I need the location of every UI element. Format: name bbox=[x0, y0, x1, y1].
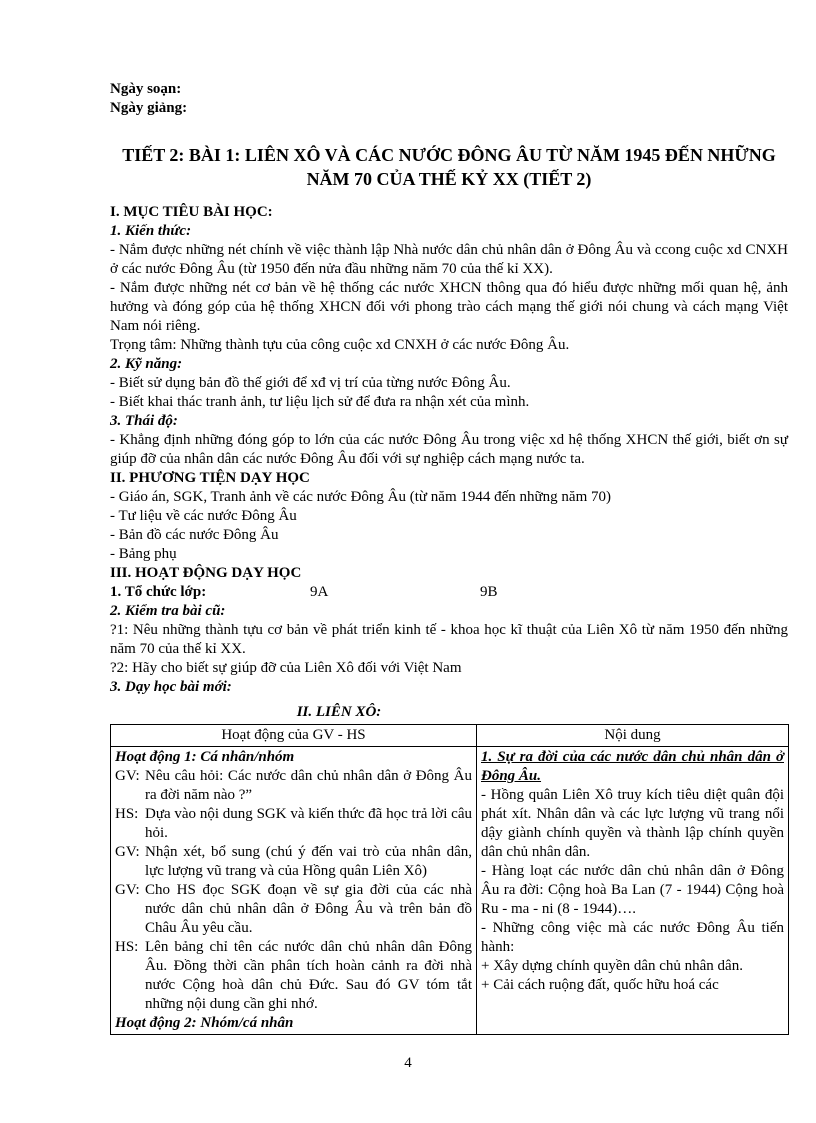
title-line-2: NĂM 70 CỦA THẾ KỶ XX (TIẾT 2) bbox=[306, 169, 592, 189]
document-page bbox=[110, 80, 788, 1035]
phuong-tien-item: - Giáo án, SGK, Tranh ảnh về các nước Đông Âu (từ năm 1944 đến những năm 70) bbox=[110, 489, 611, 505]
page-title bbox=[110, 143, 788, 191]
phuong-tien-item: - Tư liệu về các nước Đông Âu bbox=[110, 508, 297, 524]
content-heading: 1. Sự ra đời của các nước dân chủ nhân dân ở Đông Âu. bbox=[481, 749, 784, 784]
kien-thuc-item-2: - Nắm được những nét cơ bản về hệ thống các nước XHCN thông qua đó hiểu được những mối quan hệ, ảnh hưởng và đóng góp của hệ thống XHCN đối với phong trào cách mạng thế giới nói chung và cách mạng Việt Nam nói riêng. bbox=[110, 280, 788, 334]
speaker-label: HS: bbox=[115, 939, 139, 955]
content-item: + Xây dựng chính quyền dân chủ nhân dân. bbox=[481, 958, 743, 974]
activity-entry bbox=[115, 805, 472, 843]
content-cell bbox=[477, 747, 789, 1035]
kiem-tra-heading: 2. Kiểm tra bài cũ: bbox=[110, 603, 226, 619]
activities-cell bbox=[111, 747, 477, 1035]
col-header-content: Nội dung bbox=[477, 725, 789, 747]
activity-entry bbox=[115, 767, 472, 805]
day-hoc-heading: 3. Dạy học bài mới: bbox=[110, 679, 232, 695]
entry-text: Lên bảng chỉ tên các nước dân chủ nhân dân Đông Âu. Đồng thời cần phân tích hoàn cảnh ra đời nhà nước Cộng hoà dân chủ Đức. Sau đó GV tóm tắt những nội dung cần ghi nhớ. bbox=[145, 939, 472, 1012]
section3-heading: III. HOẠT ĐỘNG DẠY HỌC bbox=[110, 565, 302, 581]
title-line-1: TIẾT 2: BÀI 1: LIÊN XÔ VÀ CÁC NƯỚC ĐÔNG ÂU TỪ NĂM 1945 ĐẾN NHỮNG bbox=[122, 145, 776, 165]
section2-heading: II. PHƯƠNG TIỆN DẠY HỌC bbox=[110, 470, 310, 486]
ngay-soan: Ngày soạn: bbox=[110, 81, 182, 97]
to-chuc-lop-row bbox=[110, 583, 788, 602]
ky-nang-item-1: - Biết sử dụng bản đồ thế giới để xđ vị trí của từng nước Đông Âu. bbox=[110, 375, 511, 391]
activity-1-heading: Hoạt động 1: Cá nhân/nhóm bbox=[115, 749, 295, 765]
section1-heading: I. MỤC TIÊU BÀI HỌC: bbox=[110, 204, 273, 220]
table-header-row bbox=[111, 725, 789, 747]
class-9b: 9B bbox=[480, 584, 498, 600]
col-header-activities: Hoạt động của GV - HS bbox=[111, 725, 477, 747]
question-1: ?1: Nêu những thành tựu cơ bản về phát triển kinh tế - khoa học kĩ thuật của Liên Xô từ năm 1950 đến những năm 70 của thế kỉ XX. bbox=[110, 622, 788, 657]
thai-do-item-1: - Khẳng định những đóng góp to lớn của các nước Đông Âu trong việc xd hệ thống XHCN thế giới, biết ơn sự giúp đỡ của nhân dân các nước Đông Âu đối với sự nghiệp cách mạng nước ta. bbox=[110, 432, 788, 467]
ky-nang-heading: 2. Kỹ năng: bbox=[110, 356, 183, 372]
entry-text: Nhận xét, bổ sung (chú ý đến vai trò của nhân dân, lực lượng vũ trang và của Hồng quân Liên Xô) bbox=[145, 844, 472, 879]
entry-text: Dựa vào nội dung SGK và kiến thức đã học trả lời câu hỏi. bbox=[145, 806, 472, 841]
speaker-label: GV: bbox=[115, 768, 140, 784]
lien-xo-subheading: II. LIÊN XÔ: bbox=[296, 704, 382, 720]
kien-thuc-heading: 1. Kiến thức: bbox=[110, 223, 192, 239]
activity-entry bbox=[115, 881, 472, 938]
speaker-label: GV: bbox=[115, 882, 140, 898]
speaker-label: HS: bbox=[115, 806, 139, 822]
activity-entry bbox=[115, 938, 472, 1014]
question-2: ?2: Hãy cho biết sự giúp đỡ của Liên Xô đối với Việt Nam bbox=[110, 660, 462, 676]
thai-do-heading: 3. Thái độ: bbox=[110, 413, 178, 429]
trong-tam: Trọng tâm: Những thành tựu của công cuộc xd CNXH ở các nước Đông Âu. bbox=[110, 337, 570, 353]
kien-thuc-item-1: - Nắm được những nét chính về việc thành lập Nhà nước dân chủ nhân dân ở Đông Âu và ccong cuộc xd CNXH ở các nước Đông Âu (từ 1950 đến nửa đầu những năm 70 của thế kỉ XX). bbox=[110, 242, 788, 277]
entry-text: Cho HS đọc SGK đoạn về sự gia đời của các nhà nước dân chủ nhân dân ở Đông Âu và trên bản đồ Châu Âu yêu cầu. bbox=[145, 882, 472, 936]
content-item: - Hàng loạt các nước dân chủ nhân dân ở Đông Âu ra đời: Cộng hoà Ba Lan (7 - 1944) Cộng hoà Ru - ma - ni (8 - 1944)…. bbox=[481, 863, 784, 917]
phuong-tien-item: - Bản đồ các nước Đông Âu bbox=[110, 527, 279, 543]
page-number: 4 bbox=[404, 1055, 412, 1071]
content-item: + Cải cách ruộng đất, quốc hữu hoá các bbox=[481, 977, 719, 993]
activity-2-heading: Hoạt động 2: Nhóm/cá nhân bbox=[115, 1015, 294, 1031]
ky-nang-item-2: - Biết khai thác tranh ảnh, tư liệu lịch sử để đưa ra nhận xét của mình. bbox=[110, 394, 530, 410]
phuong-tien-item: - Bảng phụ bbox=[110, 546, 177, 562]
ngay-giang: Ngày giảng: bbox=[110, 100, 188, 116]
to-chuc-lop-label: 1. Tổ chức lớp: bbox=[110, 584, 207, 600]
lesson-table bbox=[110, 724, 789, 1035]
activity-entry bbox=[115, 843, 472, 881]
content-item: - Hồng quân Liên Xô truy kích tiêu diệt quân đội phát xít. Nhân dân và các lực lượng vũ trang nổi dậy giành chính quyền và thành lập chính quyền dân chủ nhân dân. bbox=[481, 787, 784, 860]
table-row bbox=[111, 747, 789, 1035]
content-item: - Những công việc mà các nước Đông Âu tiến hành: bbox=[481, 920, 784, 955]
speaker-label: GV: bbox=[115, 844, 140, 860]
entry-text: Nêu câu hỏi: Các nước dân chủ nhân dân ở Đông Âu ra đời năm nào ?” bbox=[145, 768, 472, 803]
class-9a: 9A bbox=[310, 584, 329, 600]
